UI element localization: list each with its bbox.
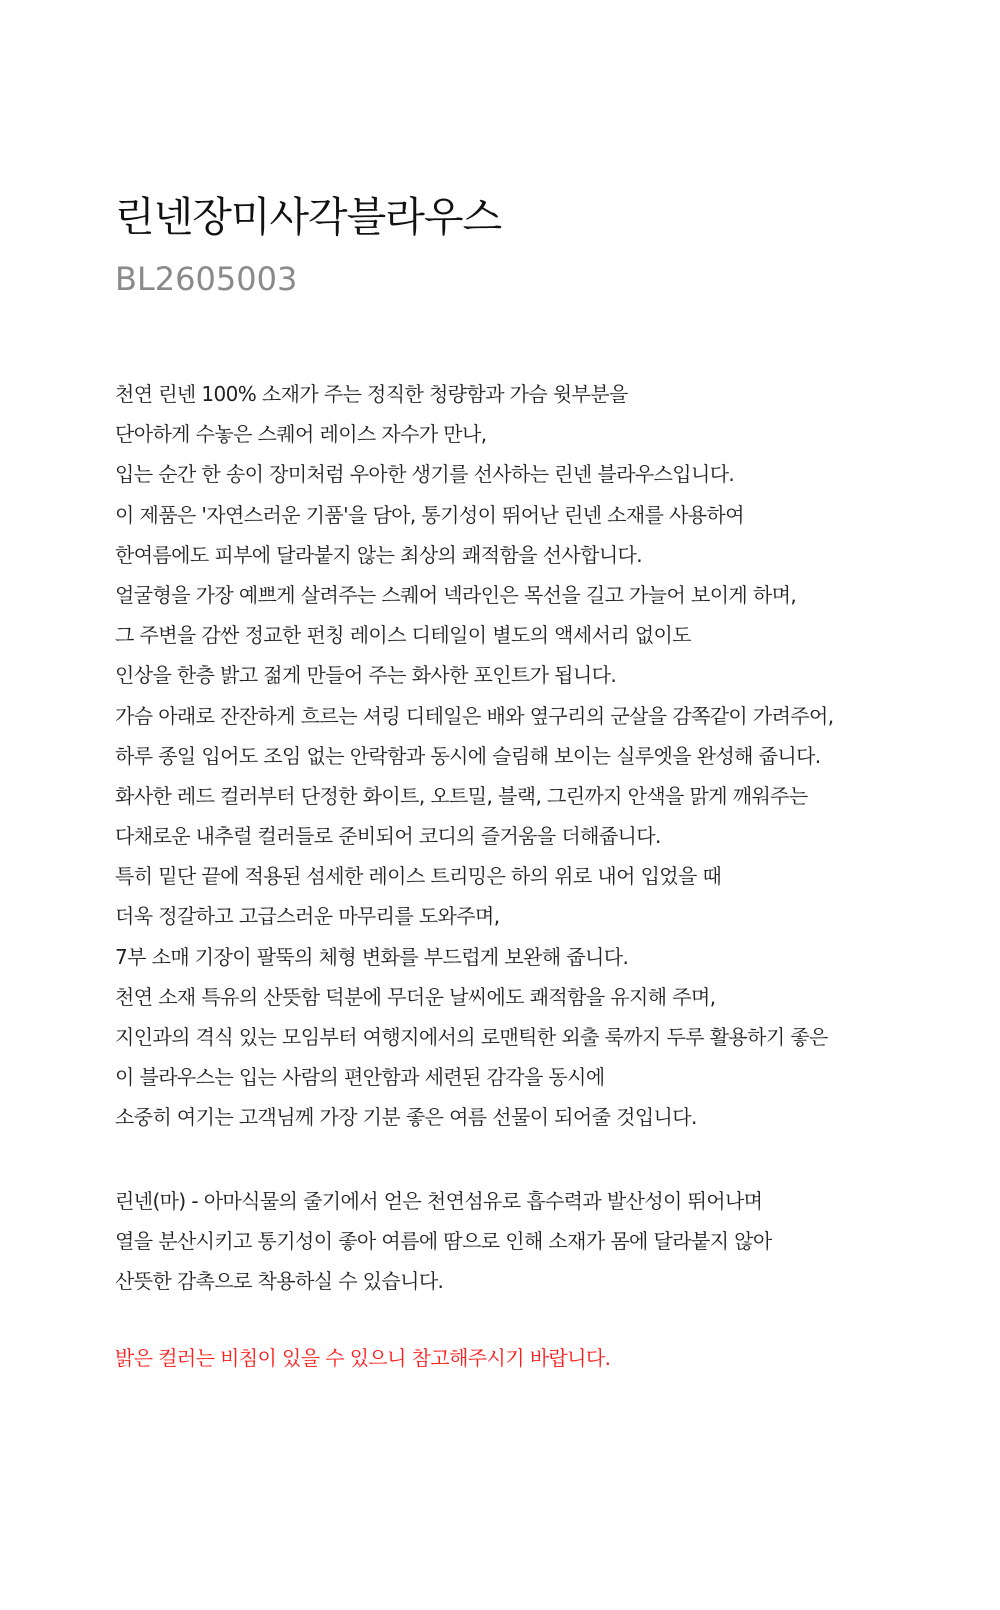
description-line: 입는 순간 한 송이 장미처럼 우아한 생기를 선사하는 린넨 블라우스입니다. <box>115 462 735 487</box>
description-line: 얼굴형을 가장 예쁘게 살려주는 스퀘어 넥라인은 목선을 길고 가늘어 보이게 하며, <box>115 582 797 607</box>
product-title: 린넨장미사각블라우스 <box>115 193 502 241</box>
material-note-line: 산뜻한 감촉으로 착용하실 수 있습니다. <box>115 1269 444 1294</box>
description-line: 소중히 여기는 고객님께 가장 기분 좋은 여름 선물이 되어줄 것입니다. <box>115 1105 697 1130</box>
description-line: 화사한 레드 컬러부터 단정한 화이트, 오트밀, 블랙, 그린까지 안색을 맑게 깨워주는 <box>115 783 808 808</box>
description-line: 7부 소매 기장이 팔뚝의 체형 변화를 부드럽게 보완해 줍니다. <box>115 944 629 969</box>
description-line: 천연 린넨 100% 소재가 주는 정직한 청량함과 가슴 윗부분을 <box>115 382 628 406</box>
description-line: 인상을 한층 밝고 젊게 만들어 주는 화사한 포인트가 됩니다. <box>115 663 617 688</box>
see-through-warning: 밝은 컬러는 비침이 있을 수 있으니 참고해주시기 바랍니다. <box>115 1346 611 1370</box>
description-line: 이 제품은 '자연스러운 기품'을 담아, 통기성이 뛰어난 린넨 소재를 사용하여 <box>115 502 744 527</box>
description-line: 이 블라우스는 입는 사람의 편안함과 세련된 감각을 동시에 <box>115 1065 605 1090</box>
description-line: 가슴 아래로 잔잔하게 흐르는 셔링 디테일은 배와 옆구리의 군살을 감쪽같이 가려주어, <box>115 703 834 728</box>
material-note <box>115 1181 772 1302</box>
description-line: 그 주변을 감싼 정교한 펀칭 레이스 디테일이 별도의 액세서리 없이도 <box>115 623 691 648</box>
product-description <box>115 374 834 1138</box>
description-line: 다채로운 내추럴 컬러들로 준비되어 코디의 즐거움을 더해줍니다. <box>115 824 661 849</box>
description-line: 특히 밑단 끝에 적용된 섬세한 레이스 트리밍은 하의 위로 내어 입었을 때 <box>115 864 722 889</box>
description-line: 한여름에도 피부에 달라붙지 않는 최상의 쾌적함을 선사합니다. <box>115 542 643 567</box>
product-code: BL2605003 <box>115 260 298 298</box>
description-line: 더욱 정갈하고 고급스러운 마무리를 도와주며, <box>115 904 500 929</box>
material-note-line: 열을 분산시키고 통기성이 좋아 여름에 땀으로 인해 소재가 몸에 달라붙지 않아 <box>115 1229 772 1254</box>
description-line: 천연 소재 특유의 산뜻함 덕분에 무더운 날씨에도 쾌적함을 유지해 주며, <box>115 984 716 1009</box>
description-line: 지인과의 격식 있는 모임부터 여행지에서의 로맨틱한 외출 룩까지 두루 활용하기 좋은 <box>115 1025 828 1049</box>
description-line: 단아하게 수놓은 스퀘어 레이스 자수가 만나, <box>115 422 487 447</box>
material-note-line: 린넨(마) - 아마식물의 줄기에서 얻은 천연섬유로 흡수력과 발산성이 뛰어나며 <box>115 1189 763 1213</box>
description-line: 하루 종일 입어도 조임 없는 안락함과 동시에 슬림해 보이는 실루엣을 완성해 줍니다. <box>115 743 821 768</box>
